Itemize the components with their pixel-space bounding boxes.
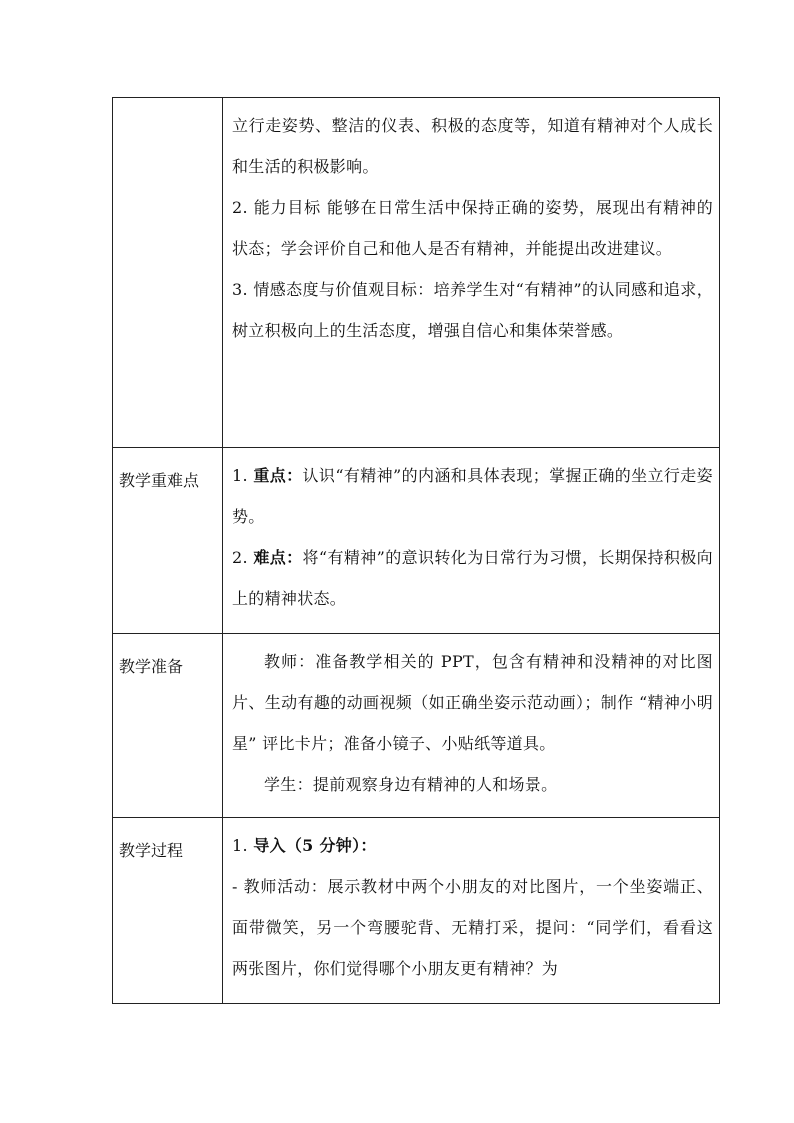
item-heading: 难点： — [253, 548, 303, 567]
item-prefix: 1. — [232, 466, 254, 485]
item-heading: 导入（5 分钟）： — [253, 836, 377, 855]
paragraph: 教师：准备教学相关的 PPT，包含有精神和没精神的对比图片、生动有趣的动画视频（如正确坐姿示范动画）；制作 “精神小明星” 评比卡片；准备小镜子、小贴纸等道具。 — [232, 652, 713, 753]
paragraph — [232, 537, 713, 619]
paragraph: 学生：提前观察身边有精神的人和场景。 — [264, 775, 558, 794]
item-heading: 重点： — [253, 466, 303, 485]
paragraph — [232, 455, 713, 537]
row-label: 教学过程 — [113, 818, 223, 1004]
key-points-content — [223, 448, 720, 634]
item-text: 将“有精神”的意识转化为日常行为习惯，长期保持积极向上的精神状态。 — [232, 548, 713, 608]
paragraph: - 教师活动：展示教材中两个小朋友的对比图片，一个坐姿端正、面带微笑，另一个弯腰驼背、无精打采，提问：“同学们，看看这两张图片，你们觉得哪个小朋友更有精神？为 — [232, 877, 713, 978]
preparation-content — [223, 634, 720, 818]
table-row-preparation — [113, 634, 720, 818]
lesson-plan-table — [112, 97, 720, 1004]
table-row-process — [113, 818, 720, 1004]
objectives-content — [223, 98, 720, 448]
paragraph: 3. 情感态度与价值观目标：培养学生对“有精神”的认同感和追求，树立积极向上的生活态度，增强自信心和集体荣誉感。 — [232, 280, 713, 340]
process-content — [223, 818, 720, 1004]
paragraph: 2. 能力目标 能够在日常生活中保持正确的姿势，展现出有精神的状态；学会评价自己和他人是否有精神，并能提出改进建议。 — [232, 198, 713, 258]
paragraph: 立行走姿势、整洁的仪表、积极的态度等，知道有精神对个人成长和生活的积极影响。 — [232, 116, 713, 176]
row-label: 教学准备 — [113, 634, 223, 818]
row-label-empty — [113, 98, 223, 448]
item-text: 认识“有精神”的内涵和具体表现；掌握正确的坐立行走姿势。 — [232, 466, 713, 526]
item-prefix: 2. — [232, 548, 254, 567]
item-prefix: 1. — [232, 836, 254, 855]
row-label: 教学重难点 — [113, 448, 223, 634]
table-row-objectives — [113, 98, 720, 448]
paragraph — [232, 825, 713, 866]
table-row-key-points — [113, 448, 720, 634]
